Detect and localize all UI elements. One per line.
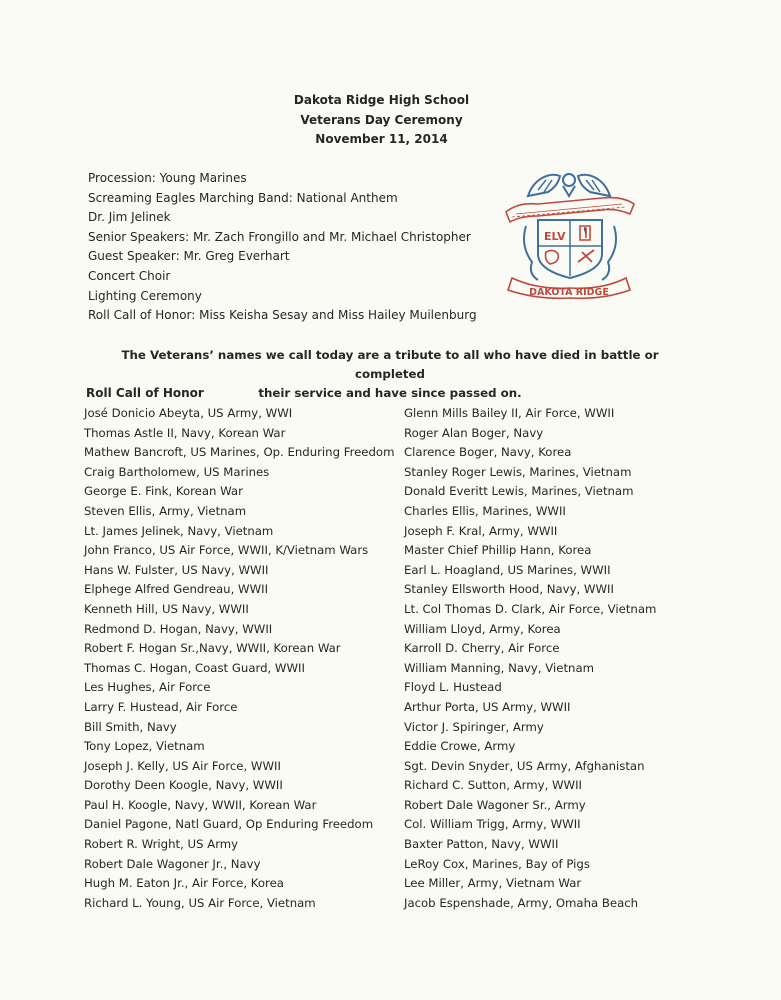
program-item: Screaming Eagles Marching Band: National Anthem bbox=[88, 190, 398, 205]
honoree-name: Les Hughes, Air Force bbox=[84, 680, 211, 695]
honoree-name: Tony Lopez, Vietnam bbox=[84, 739, 205, 754]
honoree-name: Elphege Alfred Gendreau, WWII bbox=[84, 582, 269, 597]
honoree-name: Donald Everitt Lewis, Marines, Vietnam bbox=[404, 484, 634, 499]
honoree-name: William Lloyd, Army, Korea bbox=[404, 621, 561, 636]
honoree-name: Thomas Astle II, Navy, Korean War bbox=[84, 425, 286, 440]
honoree-name: Joseph F. Kral, Army, WWII bbox=[404, 523, 558, 538]
honoree-name: Thomas C. Hogan, Coast Guard, WWII bbox=[84, 660, 305, 675]
program-item: Concert Choir bbox=[88, 268, 171, 283]
honoree-name: Lt. Col Thomas D. Clark, Air Force, Vietnam bbox=[404, 601, 657, 616]
honoree-name: Victor J. Spiringer, Army bbox=[404, 719, 544, 734]
program-item: Procession: Young Marines bbox=[88, 171, 247, 185]
event-date: November 11, 2014 bbox=[315, 132, 448, 146]
honoree-name: Paul H. Koogle, Navy, WWII, Korean War bbox=[84, 797, 317, 812]
honoree-name: Hugh M. Eaton Jr., Air Force, Korea bbox=[84, 876, 284, 891]
honoree-name: Arthur Porta, US Army, WWII bbox=[404, 699, 571, 714]
event-title: Veterans Day Ceremony bbox=[300, 112, 463, 127]
honoree-name: John Franco, US Air Force, WWII, K/Vietnam Wars bbox=[84, 543, 369, 558]
honoree-name: Glenn Mills Bailey II, Air Force, WWII bbox=[404, 406, 615, 420]
honoree-name: Col. William Trigg, Army, WWII bbox=[404, 817, 581, 832]
honoree-name: Kenneth Hill, US Navy, WWII bbox=[84, 601, 249, 616]
honoree-name: Steven Ellis, Army, Vietnam bbox=[84, 503, 247, 518]
honoree-name: Clarence Boger, Navy, Korea bbox=[404, 445, 572, 460]
program-list bbox=[88, 169, 488, 326]
school-name: Dakota Ridge High School bbox=[293, 93, 470, 107]
honoree-name: Stanley Roger Lewis, Marines, Vietnam bbox=[404, 464, 632, 479]
honoree-name: Master Chief Phillip Hann, Korea bbox=[404, 543, 592, 558]
honoree-name: Redmond D. Hogan, Navy, WWII bbox=[84, 621, 273, 636]
honoree-name: Lt. James Jelinek, Navy, Vietnam bbox=[84, 523, 274, 538]
honoree-name: Baxter Patton, Navy, WWII bbox=[404, 837, 559, 852]
tribute-line-2: their service and have since passed on. bbox=[258, 386, 522, 400]
honoree-name: Karroll D. Cherry, Air Force bbox=[404, 641, 560, 656]
honoree-name: Earl L. Hoagland, US Marines, WWII bbox=[404, 562, 611, 577]
roll-call-right-column bbox=[404, 404, 704, 913]
honoree-name: Floyd L. Hustead bbox=[404, 680, 502, 695]
honoree-name: Robert Dale Wagoner Jr., Navy bbox=[84, 856, 261, 871]
honoree-name: Jacob Espenshade, Army, Omaha Beach bbox=[404, 895, 639, 910]
honoree-name: Charles Ellis, Marines, WWII bbox=[404, 503, 566, 518]
honoree-name: Bill Smith, Navy bbox=[84, 719, 177, 734]
program-item: Senior Speakers: Mr. Zach Frongillo and Mr. Michael Christopher bbox=[88, 229, 471, 244]
svg-text:ELV: ELV bbox=[544, 230, 566, 243]
honoree-name: Robert R. Wright, US Army bbox=[84, 837, 239, 852]
honoree-name: Dorothy Deen Koogle, Navy, WWII bbox=[84, 778, 283, 793]
honoree-name: Daniel Pagone, Natl Guard, Op Enduring Freedom bbox=[84, 817, 374, 832]
honoree-name: Robert Dale Wagoner Sr., Army bbox=[404, 797, 586, 812]
crest-banner-text: DAKOTA RIDGE bbox=[529, 287, 609, 298]
program-item: Roll Call of Honor: Miss Keisha Sesay and Miss Hailey Muilenburg bbox=[88, 308, 477, 323]
honoree-name: Robert F. Hogan Sr.,Navy, WWII, Korean War bbox=[84, 641, 341, 656]
program-item: Lighting Ceremony bbox=[88, 288, 202, 303]
program-item: Guest Speaker: Mr. Greg Everhart bbox=[88, 249, 290, 264]
honoree-name: Mathew Bancroft, US Marines, Op. Enduring Freedom bbox=[84, 445, 395, 460]
honoree-name: Richard L. Young, US Air Force, Vietnam bbox=[84, 895, 316, 910]
school-crest-logo bbox=[498, 166, 640, 300]
honoree-name: LeRoy Cox, Marines, Bay of Pigs bbox=[404, 856, 590, 871]
roll-call-left-column bbox=[84, 404, 404, 913]
honoree-name: José Donicio Abeyta, US Army, WWI bbox=[84, 406, 293, 420]
honoree-name: Lee Miller, Army, Vietnam War bbox=[404, 876, 582, 891]
honoree-name: Joseph J. Kelly, US Air Force, WWII bbox=[84, 758, 281, 773]
honoree-name: Larry F. Hustead, Air Force bbox=[84, 699, 238, 714]
tribute-line-1: The Veterans’ names we call today are a tribute to all who have died in battle or completed bbox=[121, 348, 659, 381]
document-header bbox=[0, 91, 781, 150]
honoree-name: Hans W. Fulster, US Navy, WWII bbox=[84, 562, 269, 577]
program-item: Dr. Jim Jelinek bbox=[88, 210, 171, 225]
honoree-name: Richard C. Sutton, Army, WWII bbox=[404, 778, 582, 793]
honoree-name: Stanley Ellsworth Hood, Navy, WWII bbox=[404, 582, 614, 597]
roll-call-heading: Roll Call of Honor bbox=[86, 386, 204, 400]
honoree-name: George E. Fink, Korean War bbox=[84, 484, 243, 499]
honoree-name: Roger Alan Boger, Navy bbox=[404, 425, 544, 440]
honoree-name: William Manning, Navy, Vietnam bbox=[404, 660, 594, 675]
honoree-name: Eddie Crowe, Army bbox=[404, 739, 516, 754]
honoree-name: Sgt. Devin Snyder, US Army, Afghanistan bbox=[404, 758, 645, 773]
honoree-name: Craig Bartholomew, US Marines bbox=[84, 464, 270, 479]
